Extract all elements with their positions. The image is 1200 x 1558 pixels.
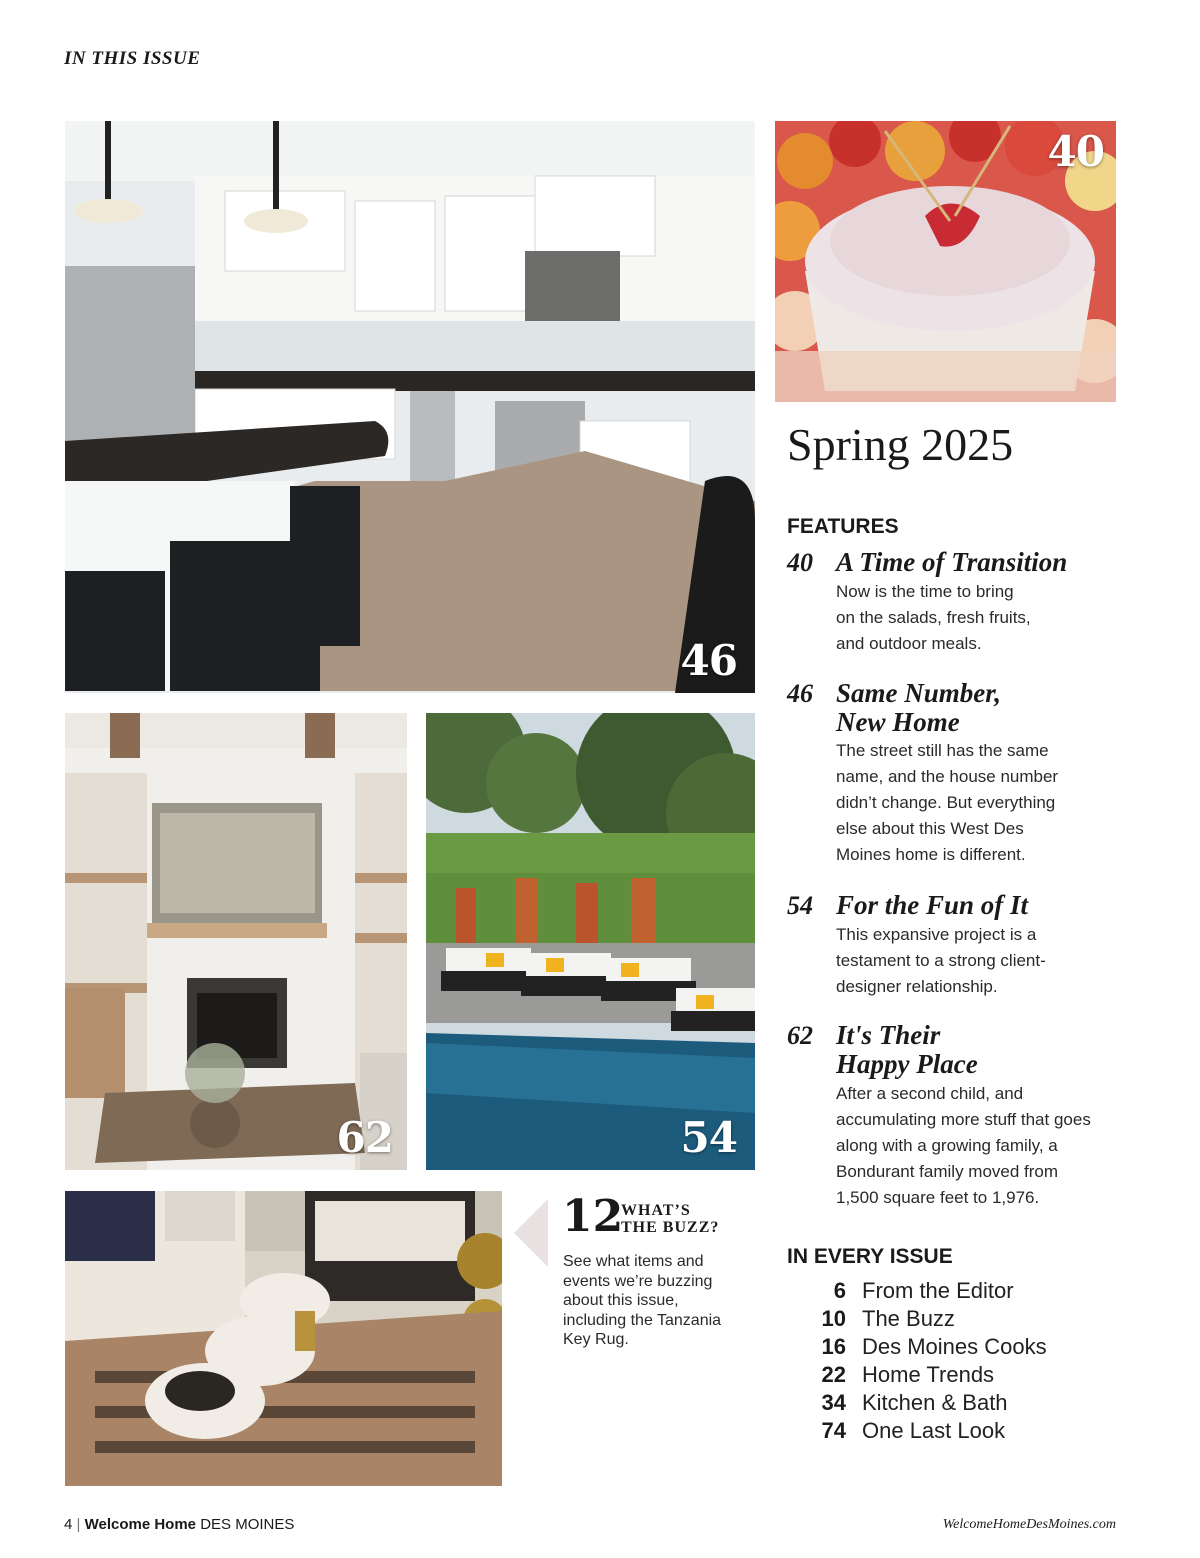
every-issue-page: 34 [821, 1390, 846, 1415]
every-issue-name: Kitchen & Bath [862, 1390, 1008, 1415]
feature-desc-line: This expansive project is a [836, 925, 1037, 944]
feature-desc-line: along with a growing family, a [836, 1136, 1058, 1155]
feature-desc-line: Now is the time to bring [836, 582, 1014, 601]
every-issue-name: Home Trends [862, 1362, 995, 1387]
buzz-heading-line-2[interactable]: THE BUZZ? [621, 1219, 720, 1236]
feature-desc-line: The street still has the same [836, 741, 1049, 760]
feature-title-line[interactable]: Same Number, [836, 678, 1002, 708]
kitchen-photo-page-number: 46 [680, 636, 737, 685]
issue-title: Spring 2025 [787, 419, 1014, 470]
feature-desc-line: and outdoor meals. [836, 634, 982, 653]
feature-page-number[interactable]: 46 [787, 679, 813, 708]
feature-title-line[interactable]: New Home [836, 707, 960, 737]
feature-title[interactable] [836, 548, 1067, 577]
feature-desc-line: designer relationship. [836, 977, 998, 996]
every-issue-item[interactable] [787, 1278, 1127, 1306]
feature-desc-line: didn’t change. But everything [836, 793, 1056, 812]
buzz-desc-line: about this issue, [563, 1292, 679, 1309]
feature-desc-line: 1,500 square feet to 1,976. [836, 1188, 1040, 1207]
every-issue-name: Des Moines Cooks [862, 1334, 1047, 1359]
pool-patio-illustration [426, 713, 755, 1170]
footer-page-number: 4 [64, 1516, 73, 1533]
feature-title[interactable] [836, 1021, 978, 1079]
fruit-dip-photo[interactable] [775, 121, 1116, 402]
feature-description [836, 922, 1046, 1000]
decor-living-room-illustration [65, 1191, 502, 1486]
every-issue-item[interactable] [787, 1418, 1127, 1446]
feature-description [836, 738, 1058, 868]
buzz-pointer-arrow [514, 1199, 548, 1267]
feature-title[interactable] [836, 679, 1001, 737]
living-room-photo-page-number: 62 [336, 1113, 393, 1162]
feature-title-line[interactable]: For the Fun of It [836, 890, 1029, 920]
feature-description [836, 579, 1031, 657]
every-issue-item[interactable] [787, 1334, 1127, 1362]
buzz-heading-line-1[interactable]: WHAT’S [621, 1202, 691, 1219]
pool-patio-photo[interactable] [426, 713, 755, 1170]
every-issue-page: 10 [821, 1306, 846, 1331]
every-issue-page: 16 [821, 1334, 846, 1359]
page-footer-left [64, 1516, 294, 1533]
section-header: IN THIS ISSUE [64, 48, 201, 69]
every-issue-label: IN EVERY ISSUE [787, 1245, 953, 1268]
buzz-desc-line: events we’re buzzing [563, 1272, 713, 1290]
feature-title-line[interactable]: Happy Place [836, 1049, 978, 1079]
feature-desc-line: testament to a strong client- [836, 951, 1046, 970]
feature-desc-line: accumulating more stuff that goes [836, 1110, 1091, 1129]
feature-desc-line: Bondurant family moved from [836, 1162, 1059, 1181]
feature-title[interactable] [836, 891, 1028, 920]
buzz-desc-line: including the Tanzania [563, 1311, 722, 1329]
feature-page-number[interactable]: 40 [787, 548, 813, 577]
features-label: FEATURES [787, 515, 899, 538]
every-issue-name: The Buzz [862, 1306, 955, 1331]
buzz-desc-line: Key Rug. [563, 1331, 629, 1348]
buzz-description [563, 1252, 753, 1350]
fruit-dip-photo-page-number: 40 [1047, 127, 1104, 176]
every-issue-page: 74 [821, 1418, 846, 1443]
buzz-desc-line: See what items and [563, 1253, 704, 1270]
every-issue-name: From the Editor [862, 1278, 1014, 1303]
footer-separator: | [76, 1516, 81, 1533]
feature-title-line[interactable]: It's Their [836, 1020, 941, 1050]
feature-desc-line: on the salads, fresh fruits, [836, 608, 1031, 627]
feature-desc-line: After a second child, and [836, 1084, 1024, 1103]
every-issue-page: 22 [821, 1362, 846, 1387]
feature-desc-line: Moines home is different. [836, 845, 1026, 864]
every-issue-page: 6 [833, 1278, 846, 1303]
feature-page-number[interactable]: 54 [787, 891, 813, 920]
feature-page-number[interactable]: 62 [787, 1021, 813, 1050]
pool-photo-page-number: 54 [680, 1113, 737, 1162]
every-issue-item[interactable] [787, 1362, 1127, 1390]
every-issue-name: One Last Look [862, 1418, 1006, 1443]
every-issue-item[interactable] [787, 1306, 1127, 1334]
decor-living-room-photo[interactable] [65, 1191, 502, 1486]
feature-desc-line: name, and the house number [836, 767, 1059, 786]
buzz-page-number[interactable]: 12 [562, 1191, 624, 1242]
kitchen-photo-illustration [65, 121, 755, 693]
feature-title-line[interactable]: A Time of Transition [836, 547, 1068, 577]
feature-description [836, 1081, 1091, 1211]
footer-magazine-city: DES MOINES [200, 1516, 295, 1533]
living-room-photo[interactable] [65, 713, 407, 1170]
feature-desc-line: else about this West Des [836, 819, 1024, 838]
kitchen-photo[interactable] [65, 121, 755, 693]
every-issue-item[interactable] [787, 1390, 1127, 1418]
living-room-illustration [65, 713, 407, 1170]
footer-website-link[interactable]: WelcomeHomeDesMoines.com [942, 1517, 1116, 1532]
footer-magazine-name: Welcome Home [84, 1516, 197, 1533]
